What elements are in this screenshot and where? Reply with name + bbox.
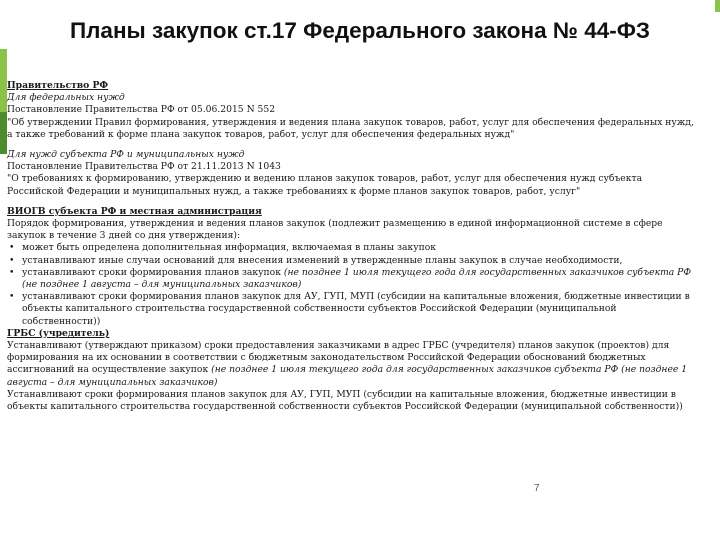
section3-bullet-list [7,242,697,327]
section4-p1-text: Устанавливают (утверждают приказом) сроки предоставления заказчиками в адрес ГРБС (учредителя) планов закупок (проектов) для формирования на их основании в соответствии с бюджетным законодательством Российской Федерации обоснований бюджетных ассигнований на осуществление закупок [7,340,670,376]
section2-decree: Постановление Правительства РФ от 21.11.2013 N 1043 [7,161,281,173]
section3-heading: ВИОГВ субъекта РФ и местная администрация [7,205,262,217]
section1-decree: Постановление Правительства РФ от 05.06.2015 N 552 [7,104,276,116]
section2-subheading: Для нужд субъекта РФ и муниципальных нужд [7,149,245,161]
slide-title: Планы закупок ст.17 Федерального закона № 44-ФЗ [69,18,651,43]
corner-accent [715,0,720,12]
section4-paragraph1 [7,340,697,389]
list-item [7,267,697,291]
list-item: • устанавливают сроки формирования планов закупок для АУ, ГУП, МУП (субсидии на капитальные вложения, бюджетные инвестиции в объекты капитального строительства государственной собственности субъектов Российской Федерации (муниципальной собственности)) [7,291,697,328]
bullet3-text: устанавливают сроки формирования планов закупок [22,266,284,278]
list-item: • может быть определена дополнительная информация, включаемая в планы закупок [7,242,697,254]
accent-bar-bottom [0,112,7,154]
accent-bar-top [0,49,7,113]
slide-body [7,80,697,413]
section4-heading: ГРБС (учредитель) [7,327,110,339]
section3-intro: Порядок формирования, утверждения и ведения планов закупок (подлежит размещению в единой информационной системе в сфере закупок в течение 3 дней со дня утверждения): [7,218,663,242]
section4-p1-deadline: (не позднее 1 июля текущего года для государственных заказчиков субъекта РФ (не позднее 1 августа – для муниципальных заказчиков) [7,364,688,388]
section4-paragraph2: Устанавливают сроки формирования планов закупок для АУ, ГУП, МУП (субсидии на капитальные вложения, бюджетные инвестиции в объекты капитального строительства государственной собственности субъектов Российской Федерации (муниципальной собственности)) [7,388,683,413]
section1-text: "Об утверждении Правил формирования, утверждения и ведения плана закупок товаров, работ, услуг для обеспечения федеральных нужд, а также требований к форме плана закупок товаров, работ, услуг для обеспечения федеральных нужд" [7,116,694,140]
section1-heading: Правительство РФ [7,80,109,91]
section1-subheading: Для федеральных нужд [7,92,125,104]
page-number: 7 [534,483,540,494]
list-item: • устанавливают иные случаи оснований для внесения изменений в утвержденные планы закупок в случае необходимости, [7,255,697,267]
bullet3-deadline: (не позднее 1 июля текущего года для государственных заказчиков субъекта РФ (не позднее 1 августа – для муниципальных заказчиков) [22,266,691,291]
section2-text: "О требованиях к формированию, утверждению и ведению планов закупок товаров, работ, услуг для обеспечения нужд субъекта Российской Федерации и муниципальных нужд, а также требованиях к форме планов закупок товаров, работ, услуг" [7,173,643,197]
